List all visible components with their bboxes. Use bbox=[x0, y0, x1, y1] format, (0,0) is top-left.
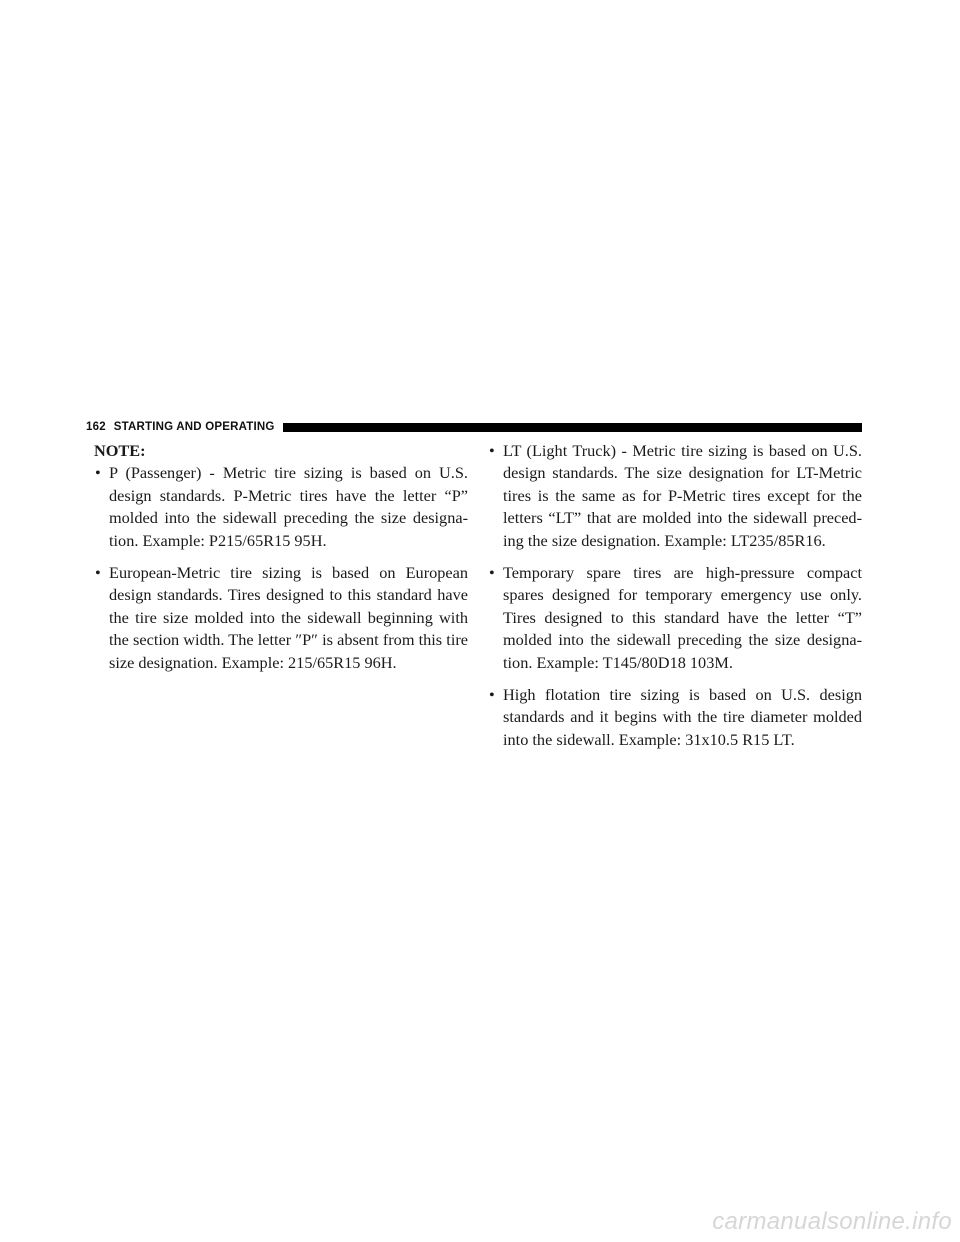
bullet-icon: • bbox=[489, 441, 495, 460]
right-bullet-list bbox=[488, 440, 862, 751]
bullet-text: P (Passenger) - Metric tire sizing is based on U.S. design standards. P-Metric tires have the letter “P” molded into the sidewall preceding the size designa-tion. Example: P215/65R15 95H. bbox=[109, 463, 468, 550]
bullet-icon: • bbox=[489, 563, 495, 583]
note-label: NOTE: bbox=[94, 441, 146, 460]
page-header bbox=[86, 418, 862, 436]
list-item bbox=[488, 440, 862, 552]
page-number: 162 bbox=[86, 421, 106, 433]
bullet-icon: • bbox=[95, 463, 101, 483]
list-item bbox=[94, 462, 468, 552]
list-item bbox=[488, 684, 862, 751]
section-title: STARTING AND OPERATING bbox=[113, 421, 275, 433]
list-item bbox=[94, 562, 468, 674]
bullet-icon: • bbox=[489, 685, 495, 705]
right-column bbox=[488, 440, 862, 761]
bullet-text: Temporary spare tires are high-pressure compact spares designed for temporary emergency use only. Tires designed to this standard have the letter “T” molded into the sidewall preceding the size designa-tion. Example: T145/80D18 103M. bbox=[503, 563, 862, 672]
bullet-text: High flotation tire sizing is based on U.S. design standards and it begins with the tire diameter molded into the sidewall. Example: 31x10.5 R15 LT. bbox=[503, 685, 862, 749]
bullet-text: LT (Light Truck) - Metric tire sizing is based on U.S. design standards. The size designation for LT-Metric tires is the same as for P-Metric tires except for the letters “LT” that are molded into the sidewall preced-ing the size designation. Example: LT235/85R16. bbox=[503, 441, 862, 550]
bullet-text: European-Metric tire sizing is based on European design standards. Tires designed to this standard have the tire size molded into the sidewall beginning with the section width. The letter ″P″ is absent from this tire size designation. Example: 215/65R15 96H. bbox=[109, 563, 468, 672]
left-column bbox=[94, 440, 468, 684]
watermark: carmanualsonline.info bbox=[712, 1208, 952, 1235]
bullet-icon: • bbox=[95, 563, 101, 583]
header-rule bbox=[283, 423, 862, 432]
list-item bbox=[488, 562, 862, 674]
left-bullet-list bbox=[94, 462, 468, 674]
